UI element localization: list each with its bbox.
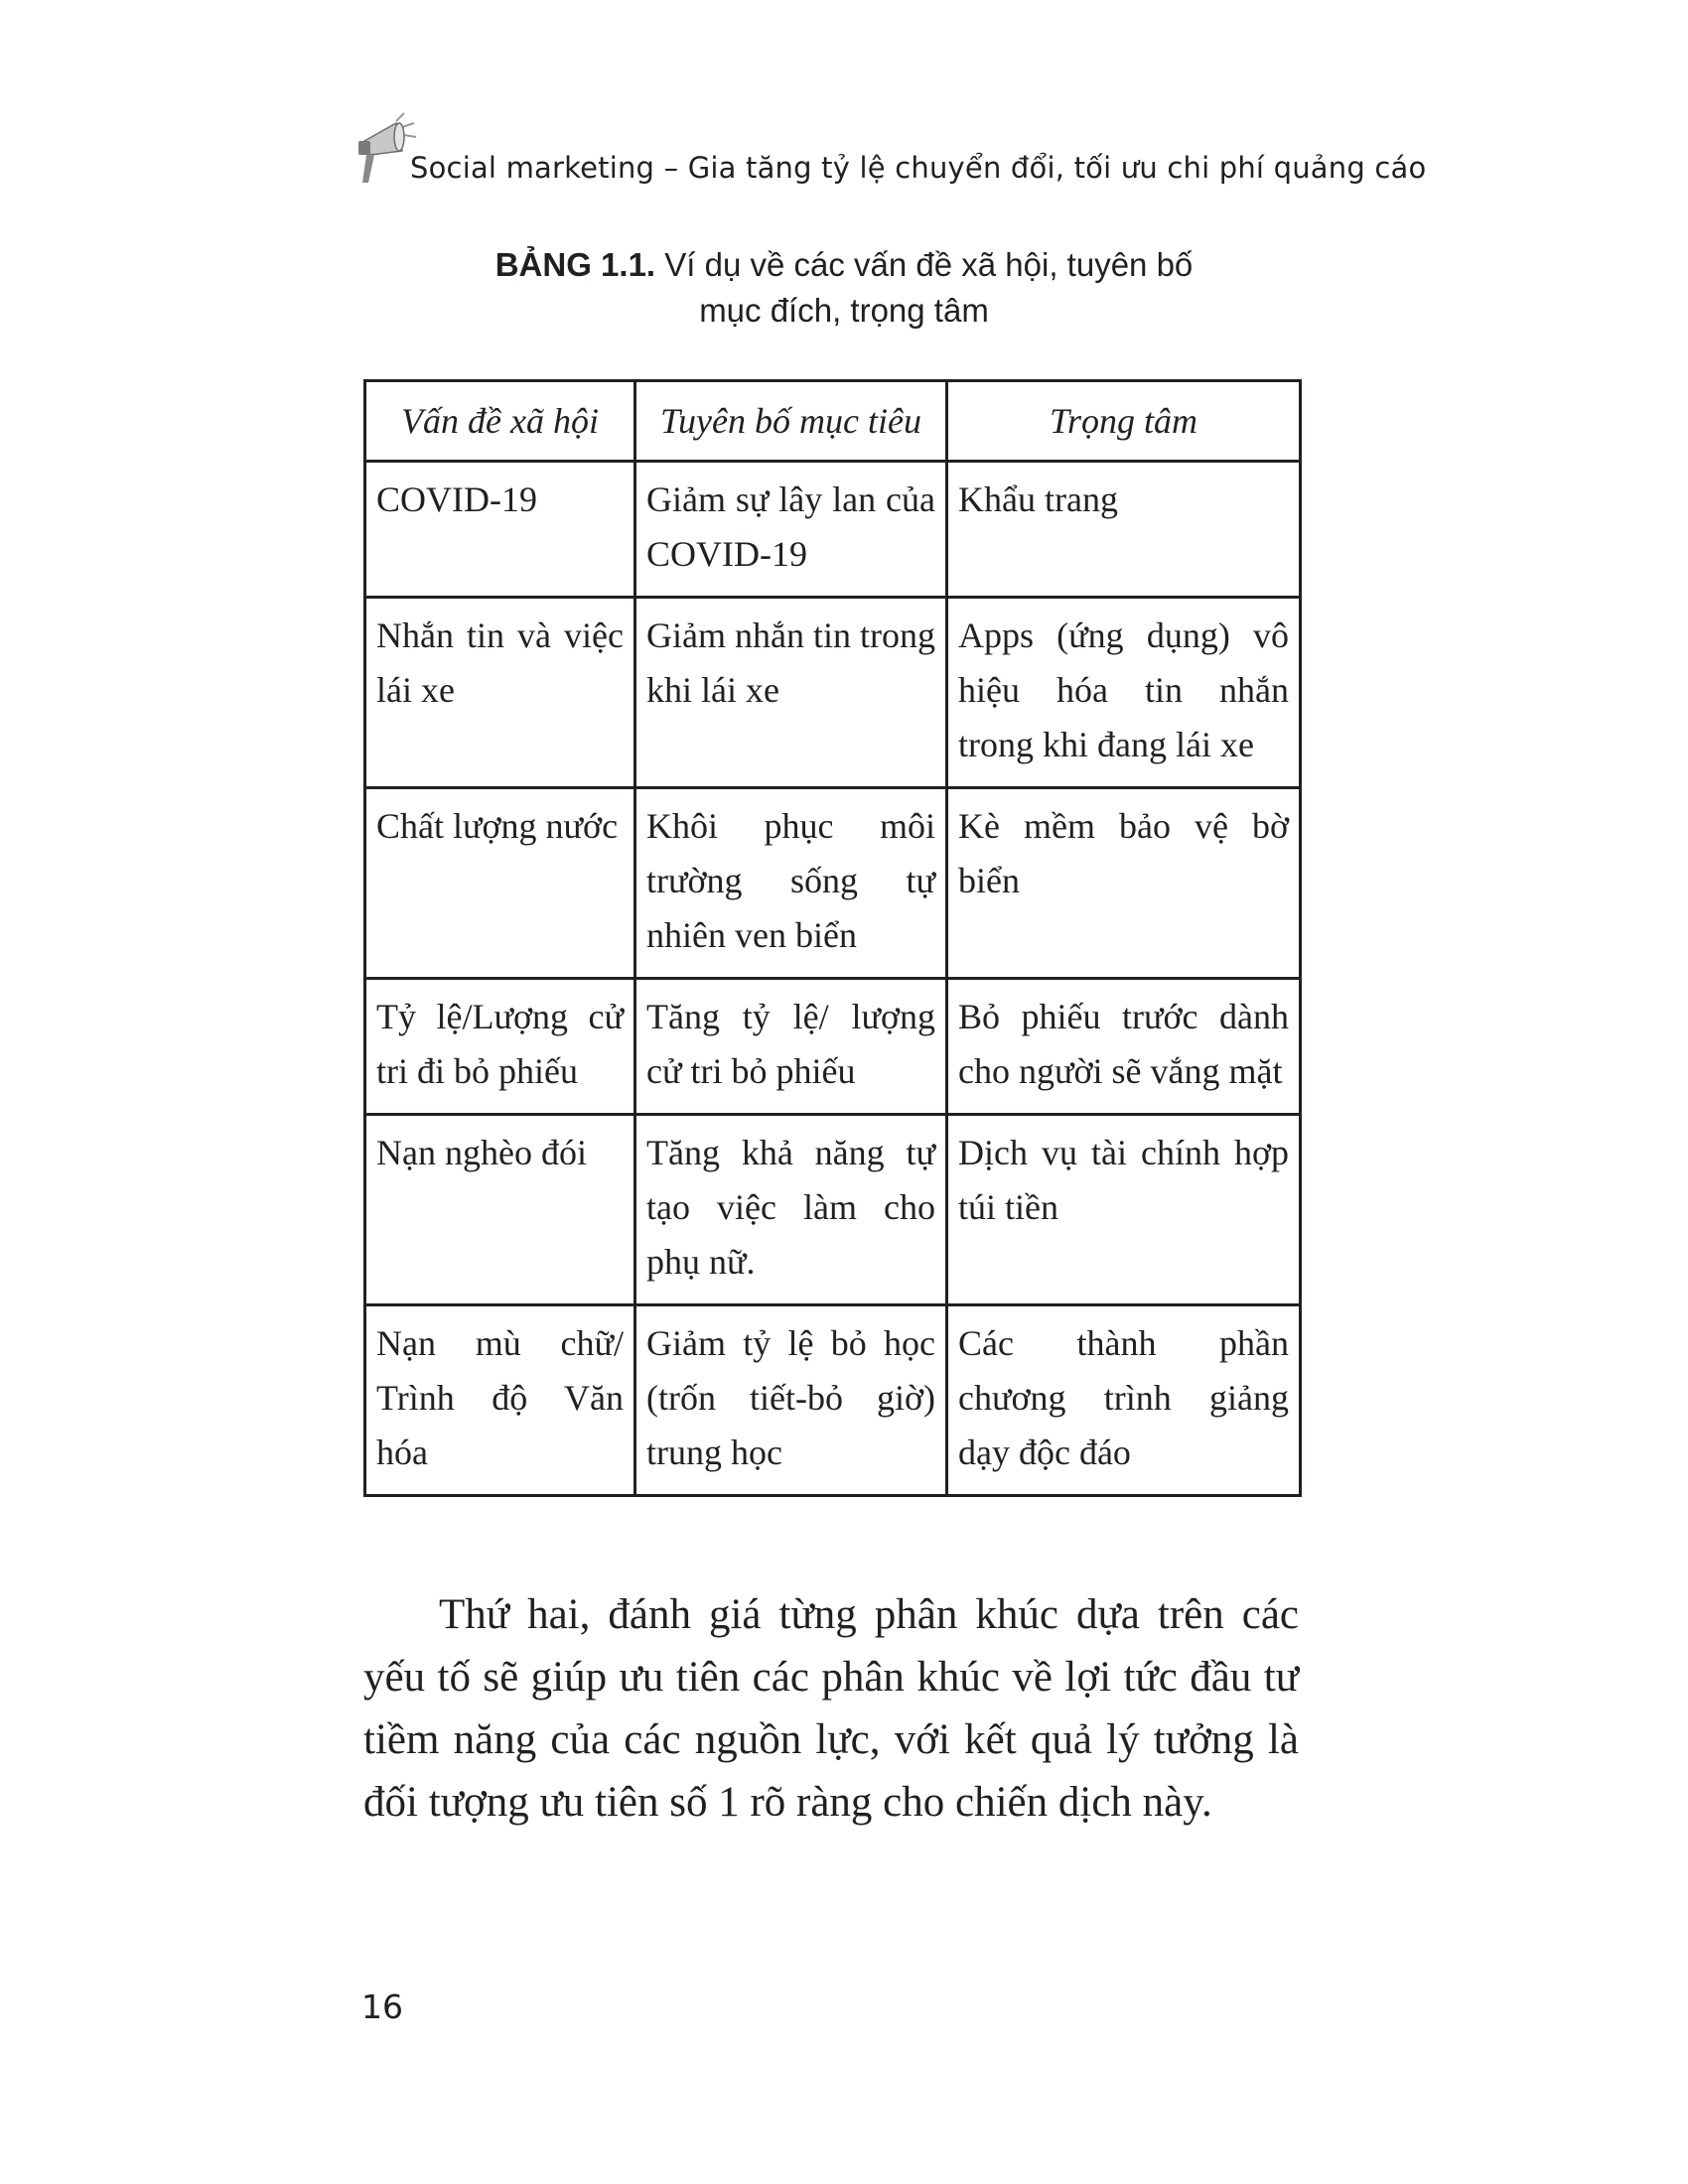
table-row — [365, 979, 1301, 1115]
running-title: Social marketing – Gia tăng tỷ lệ chuyển đổi, tối ưu chi phí quảng cáo — [410, 151, 1427, 185]
table-row — [365, 1305, 1301, 1496]
table-cell: Tăng khả năng tự tạo việc làm cho phụ nữ. — [635, 1115, 947, 1305]
table-cell: Giảm nhắn tin trong khi lái xe — [635, 598, 947, 788]
table-cell: Dịch vụ tài chính hợp túi tiền — [947, 1115, 1301, 1305]
caption-label: BẢNG 1.1. — [494, 246, 656, 283]
caption-line-2: mục đích, trọng tâm — [699, 292, 989, 329]
body-paragraph: Thứ hai, đánh giá từng phân khúc dựa trên các yếu tố sẽ giúp ưu tiên các phân khúc về lợi tức đầu tư tiềm năng của các nguồn lực, với kết quả lý tưởng là đối tượng ưu tiên số 1 rõ ràng cho chiến dịch này. — [363, 1591, 1299, 1826]
table-cell: Apps (ứng dụng) vô hiệu hóa tin nhắn trong khi đang lái xe — [947, 598, 1301, 788]
table-caption — [417, 242, 1271, 334]
header-focus: Trọng tâm — [947, 381, 1301, 462]
header-social-issue: Vấn đề xã hội — [365, 381, 635, 462]
table-cell: Tăng tỷ lệ/ lượng cử tri bỏ phiếu — [635, 979, 947, 1115]
table-cell: Kè mềm bảo vệ bờ biển — [947, 788, 1301, 979]
table-cell: Bỏ phiếu trước dành cho người sẽ vắng mặt — [947, 979, 1301, 1115]
table-cell: Tỷ lệ/Lượng cử tri đi bỏ phiếu — [365, 979, 635, 1115]
table-cell: Khẩu trang — [947, 462, 1301, 598]
table-row — [365, 788, 1301, 979]
caption-line-1 — [417, 242, 1271, 288]
table-cell: Nạn nghèo đói — [365, 1115, 635, 1305]
caption-text-1: Ví dụ về các vấn đề xã hội, tuyên bố — [664, 246, 1194, 283]
table-cell: Giảm sự lây lan của COVID-19 — [635, 462, 947, 598]
table-cell: Giảm tỷ lệ bỏ học (trốn tiết-bỏ giờ) trung học — [635, 1305, 947, 1496]
table-header-row — [365, 381, 1301, 462]
table-row — [365, 1115, 1301, 1305]
table-row — [365, 462, 1301, 598]
table-cell: Nhắn tin và việc lái xe — [365, 598, 635, 788]
examples-table — [363, 379, 1302, 1497]
table-cell: Nạn mù chữ/ Trình độ Văn hóa — [365, 1305, 635, 1496]
table-cell: Khôi phục môi trường sống tự nhiên ven biển — [635, 788, 947, 979]
page-number: 16 — [361, 1987, 403, 2026]
table-row — [365, 598, 1301, 788]
running-header — [352, 111, 1427, 191]
header-goal-statement: Tuyên bố mục tiêu — [635, 381, 947, 462]
table-cell: Chất lượng nước — [365, 788, 635, 979]
table-cell: COVID-19 — [365, 462, 635, 598]
table-cell: Các thành phần chương trình giảng dạy độc đáo — [947, 1305, 1301, 1496]
